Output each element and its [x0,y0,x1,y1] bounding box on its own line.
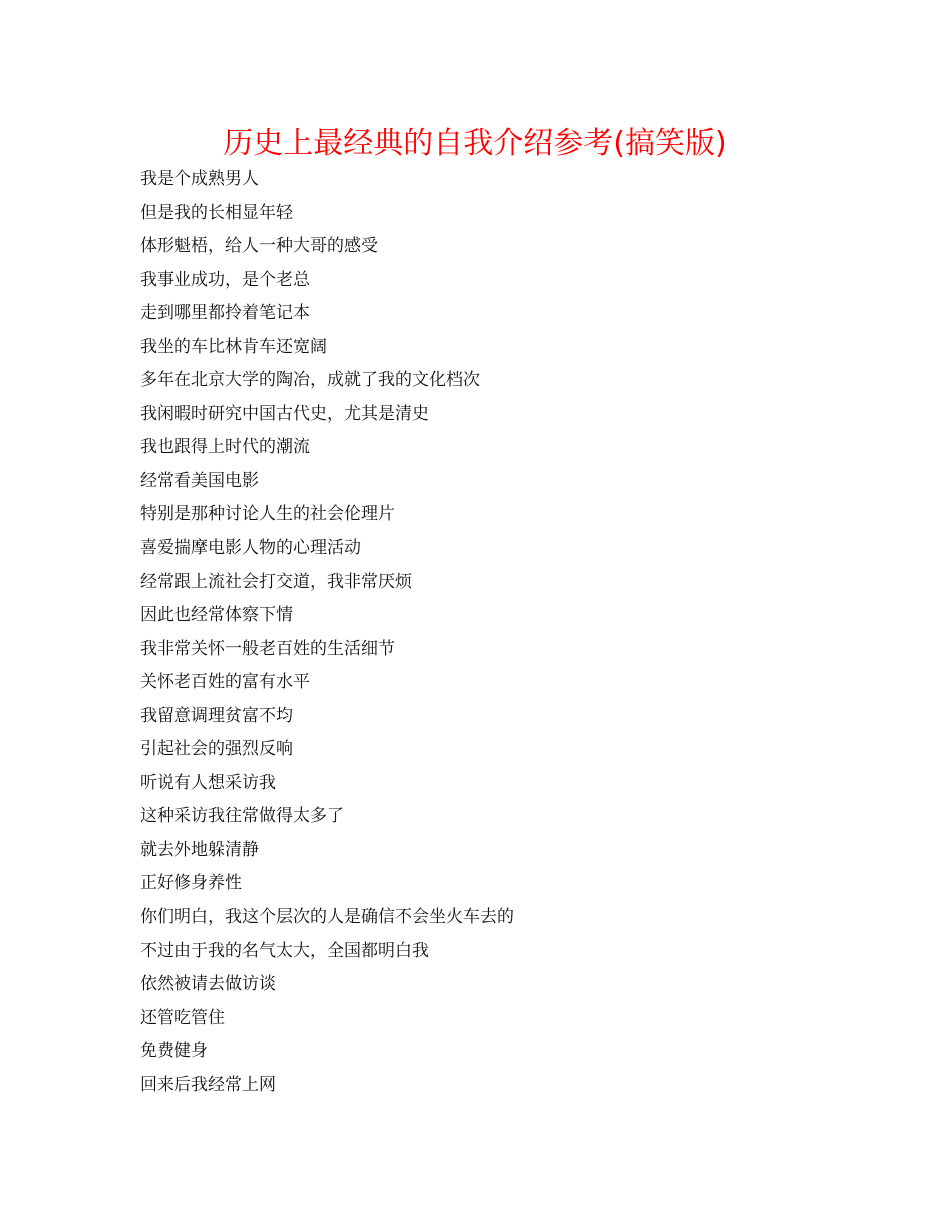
text-line: 不过由于我的名气太大，全国都明白我 [140,940,429,961]
text-line: 但是我的长相显年轻 [140,202,293,223]
text-line: 引起社会的强烈反响 [140,739,293,760]
text-line: 关怀老百姓的富有水平 [140,672,310,693]
text-line: 我非常关怀一般老百姓的生活细节 [140,638,395,659]
text-line: 听说有人想采访我 [140,772,276,793]
text-line: 体形魁梧，给人一种大哥的感受 [140,236,378,257]
text-line: 我也跟得上时代的潮流 [140,437,310,458]
text-line: 喜爱揣摩电影人物的心理活动 [140,538,361,559]
text-line: 我坐的车比林肯车还宽阔 [140,336,327,357]
text-line: 我闲暇时研究中国古代史，尤其是清史 [140,403,429,424]
document-body [140,163,840,1102]
document-title: 历史上最经典的自我介绍参考(搞笑版) [223,126,727,161]
text-line: 我是个成熟男人 [140,169,259,189]
text-line: 你们明白，我这个层次的人是确信不会坐火车去的 [140,907,514,928]
text-line: 我事业成功，是个老总 [140,269,310,290]
text-line: 正好修身养性 [140,873,242,894]
text-line: 回来后我经常上网 [140,1074,276,1095]
text-line: 还管吃管住 [140,1007,225,1028]
text-line: 这种采访我往常做得太多了 [140,806,344,827]
text-line: 因此也经常体察下情 [140,605,293,626]
text-line: 经常跟上流社会打交道，我非常厌烦 [140,571,412,592]
text-line: 就去外地躲清静 [140,839,259,860]
text-line: 免费健身 [140,1041,208,1062]
text-line: 走到哪里都拎着笔记本 [140,303,310,324]
text-line: 特别是那种讨论人生的社会伦理片 [140,504,395,525]
text-line: 我留意调理贫富不均 [140,705,293,726]
text-line: 经常看美国电影 [140,470,259,491]
text-line: 多年在北京大学的陶冶，成就了我的文化档次 [140,370,480,391]
text-line: 依然被请去做访谈 [140,974,276,995]
